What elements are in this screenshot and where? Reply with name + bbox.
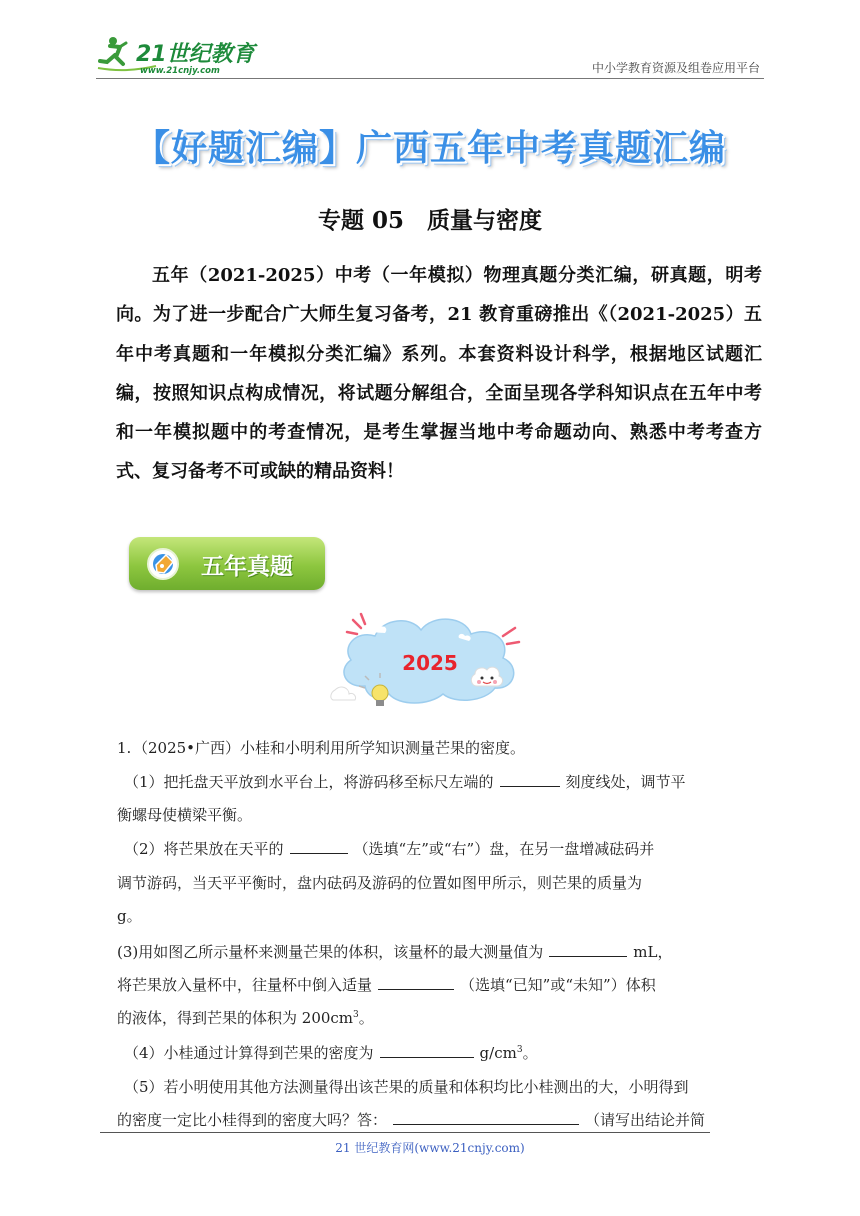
answer-blank[interactable] [549, 940, 627, 957]
footer-source[interactable]: 21 世纪教育网(www.21cnjy.com) [335, 1141, 525, 1155]
answer-blank[interactable] [380, 1041, 474, 1058]
part-1-line-1: （1）把托盘天平放到水平台上，将游码移至标尺左端的 刻度线处，调节平 [124, 765, 686, 799]
part-3-line-1: (3)用如图乙所示量杯来测量芒果的体积，该量杯的最大测量值为 mL， [117, 935, 672, 969]
pen-icon [146, 547, 180, 581]
part-5-line-2: 的密度一定比小桂得到的密度大吗？答： （请写出结论并简 [117, 1103, 705, 1137]
topic-title: 专题 05 质量与密度 [317, 207, 542, 234]
site-logo [96, 33, 266, 77]
section-tag-label: 五年真题 [201, 554, 293, 580]
answer-blank[interactable] [393, 1108, 579, 1125]
part-2-line-1: （2）将芒果放在天平的 （选填“左”或“右”）盘，在另一盘增减砝码并 [124, 832, 654, 866]
answer-blank[interactable] [378, 973, 454, 990]
svg-text:21世纪教育: 21世纪教育 [136, 42, 255, 67]
part-4-line: （4）小桂通过计算得到芒果的密度为 $g/cm^3$。 [124, 1036, 538, 1070]
part-5-line-1: （5）若小明使用其他方法测量得出该芒果的质量和体积均比小桂测出的大，小明得到 [124, 1078, 689, 1096]
part-2-line-2: 调节游码，当天平平衡时，盘内砝码及游码的位置如图甲所示，则芒果的质量为 [117, 874, 643, 892]
header-divider [96, 78, 764, 79]
part-1-line-2: 衡螺母使横梁平衡。 [117, 806, 253, 824]
part-2-line-3: g。 [117, 907, 142, 925]
intro-paragraph: 五年（2021-2025）中考（一年模拟）物理真题分类汇编，研真题，明考向。为了进一步配合广大师生复习备考，21 教育重磅推出《（2021-2025）五年中考真题和一年模拟分类汇编》系列。本套资料设计科学，根据地区试题汇编，按照知识点构成情况，将试题分解组合，全面呈现各学科知识点在五年中考和一年模拟题中的考查情况，是考生掌握当地中考命题动向、熟悉中考考查方式、复习备考不可或缺的精品资料！ [116, 265, 762, 483]
header-platform-text: 中小学教育资源及组卷应用平台 [591, 61, 760, 75]
question-number: 1. [117, 739, 132, 757]
question-stem: （2025•广西）小桂和小明利用所学知识测量芒果的密度。 [133, 739, 526, 757]
answer-blank[interactable] [500, 770, 560, 787]
year-label: 2025 [402, 651, 458, 675]
part-3-line-3: 的液体，得到芒果的体积为 $200cm^3$。 [117, 1009, 374, 1027]
footer-divider [100, 1132, 710, 1133]
banner-title: 【好题汇编】广西五年中考真题汇编 [133, 128, 726, 169]
svg-text:www.21cnjy.com: www.21cnjy.com [140, 66, 220, 76]
section-tag [129, 537, 325, 590]
answer-blank[interactable] [290, 837, 348, 854]
part-3-line-2: 将芒果放入量杯中，往量杯中倒入适量 （选填“已知”或“未知”）体积 [117, 968, 656, 1002]
